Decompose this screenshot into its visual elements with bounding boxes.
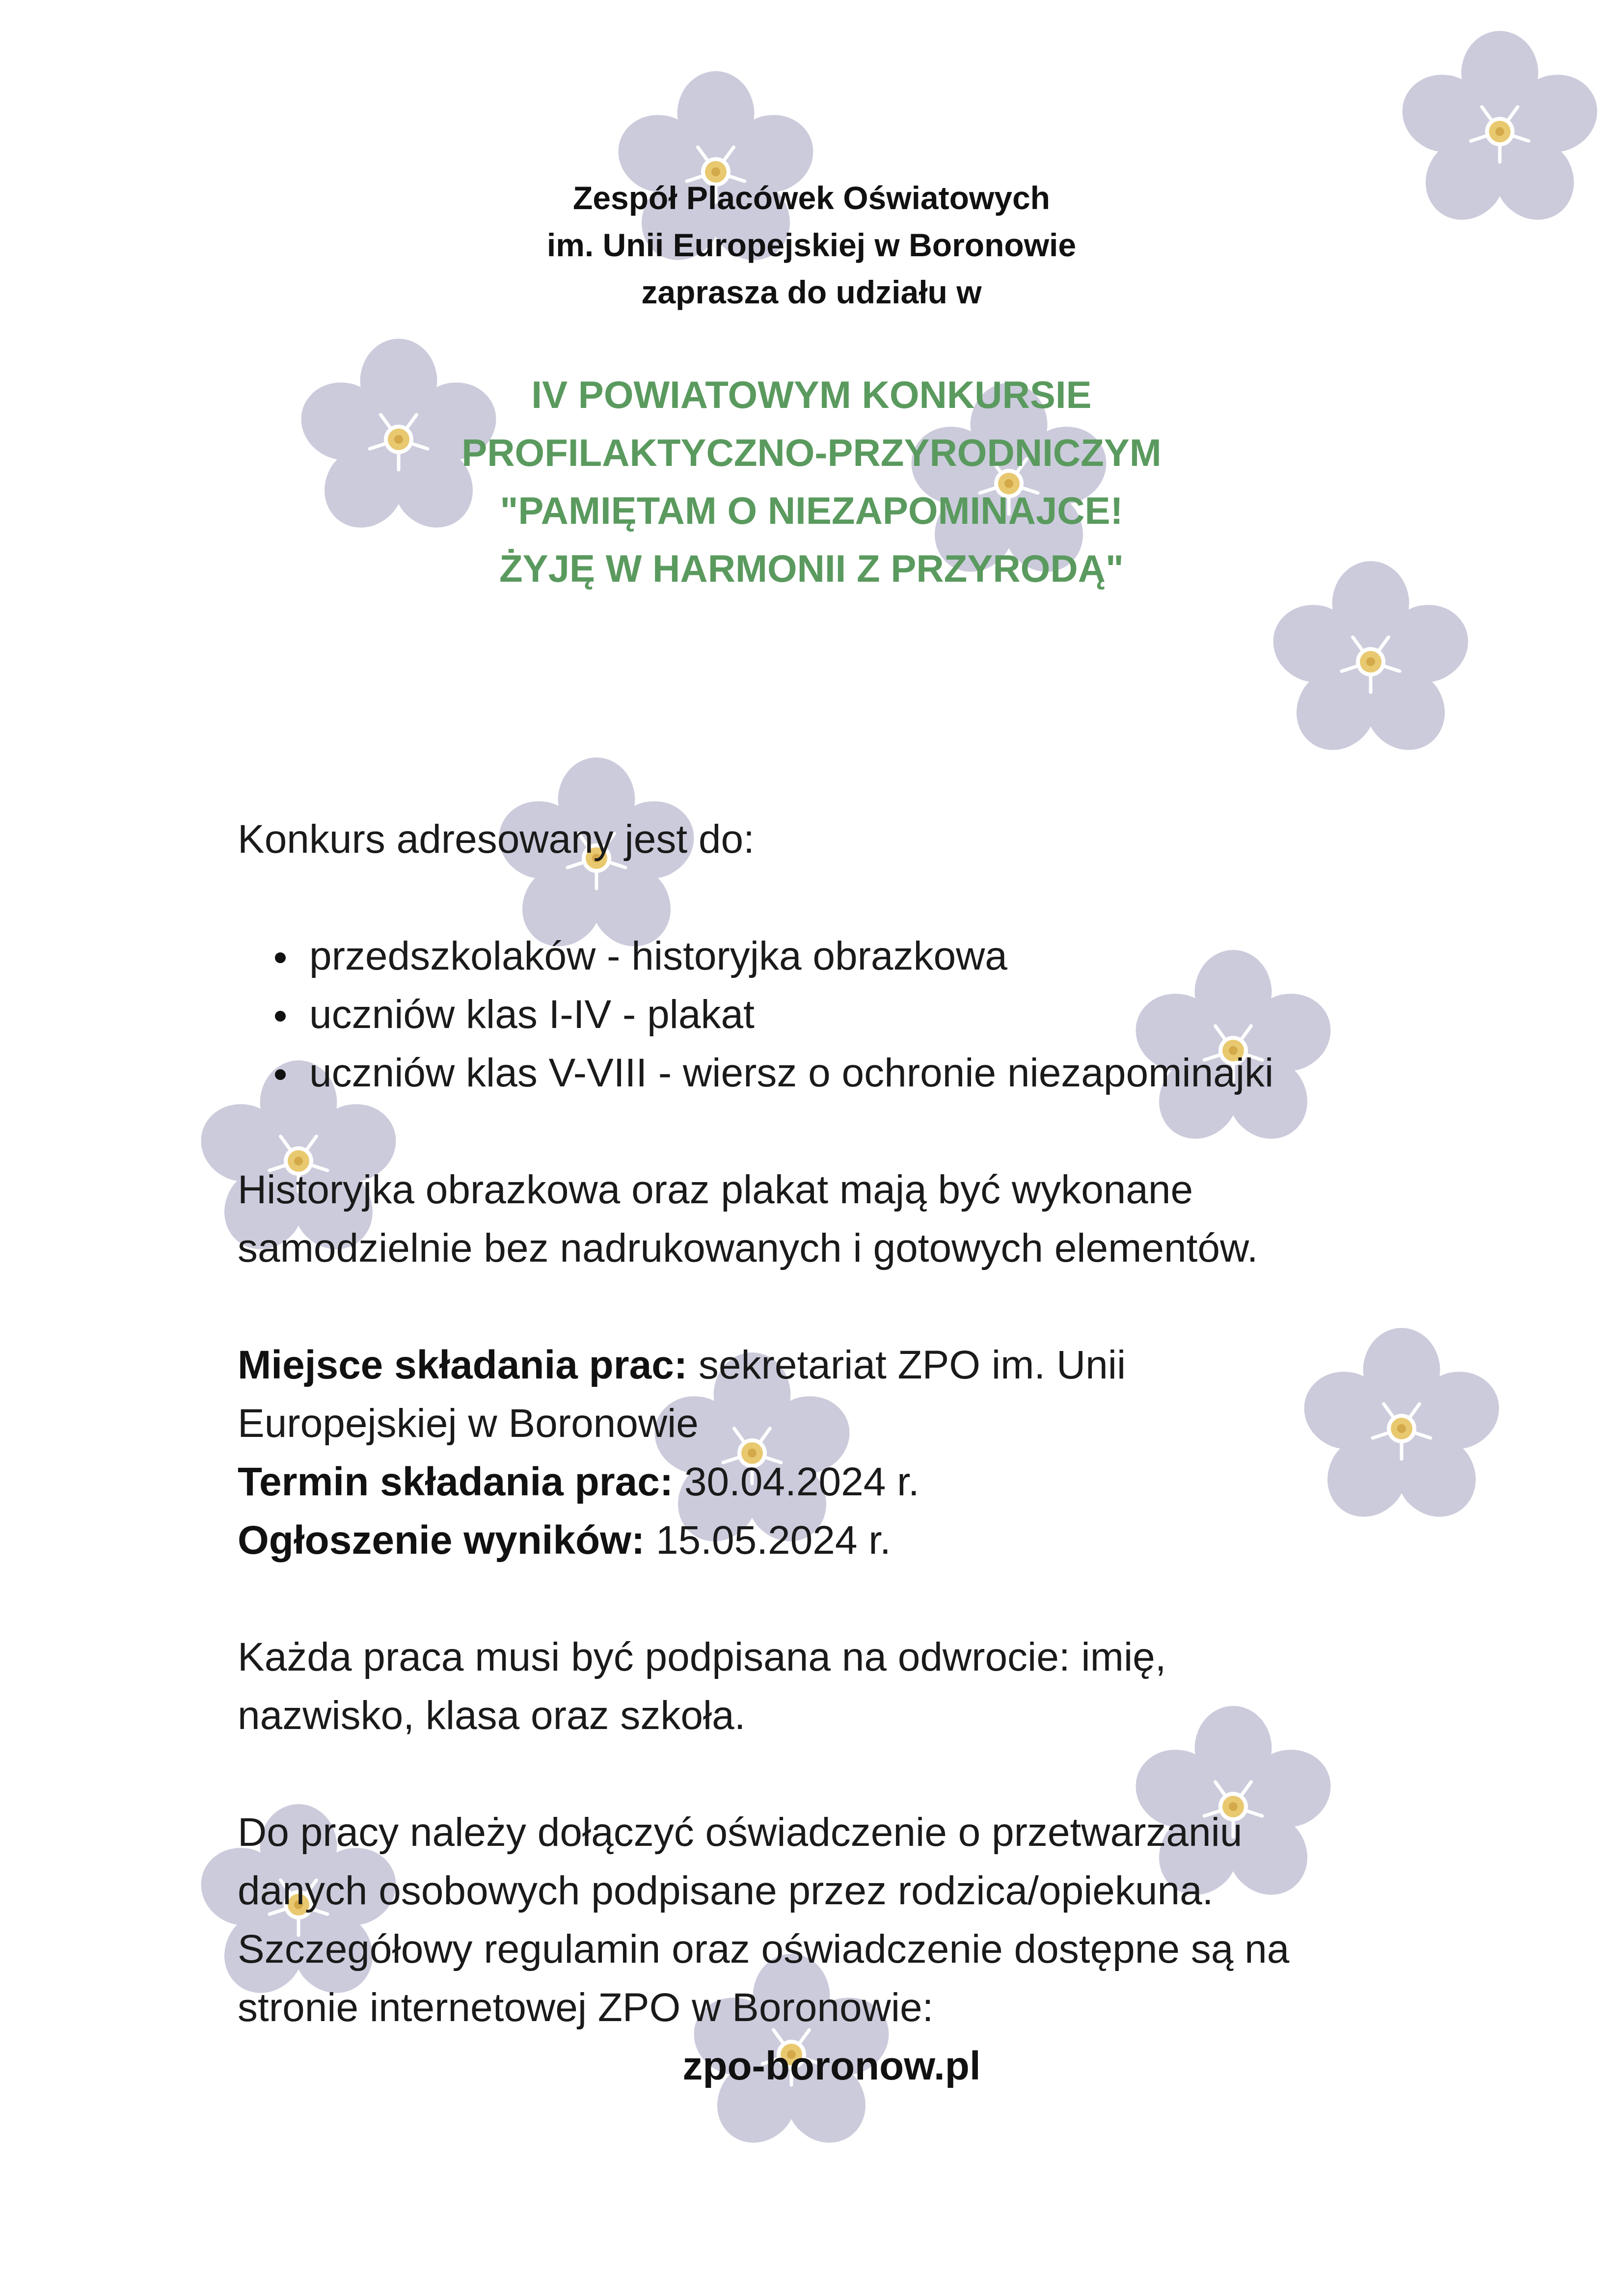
results-value: 15.05.2024 r. <box>645 1518 891 1563</box>
submission-deadline <box>238 1453 1426 1511</box>
results-label: Ogłoszenie wyników: <box>238 1518 645 1563</box>
submission-place-continued: Europejskiej w Boronowie <box>238 1401 699 1446</box>
list-item: uczniów klas I-IV - plakat <box>309 985 1426 1044</box>
contest-title <box>0 366 1623 597</box>
declaration-line-2: danych osobowych podpisane przez rodzica/opiekuna. <box>238 1868 1214 1913</box>
submission-place <box>238 1336 1426 1394</box>
title-line-1: IV POWIATOWYM KONKURSIE <box>531 373 1092 416</box>
declaration-line-3: Szczegółowy regulamin oraz oświadczenie dostępne są na <box>238 1927 1290 1972</box>
results-announcement <box>238 1511 1426 1569</box>
deadline-value: 30.04.2024 r. <box>673 1459 920 1504</box>
organizer-header <box>0 174 1623 316</box>
rules-line-2: samodzielnie bez nadrukowanych i gotowych elementów. <box>238 1226 1258 1270</box>
declaration-line-4: stronie internetowej ZPO w Boronowie: <box>238 1985 934 2030</box>
signature-line-2: nazwisko, klasa oraz szkoła. <box>238 1693 746 1738</box>
audience-list <box>238 927 1426 1102</box>
rules-line-1: Historyjka obrazkowa oraz plakat mają być wykonane <box>238 1167 1193 1212</box>
title-line-3: "PAMIĘTAM O NIEZAPOMINAJCE! <box>500 489 1123 532</box>
submission-place-value: sekretariat ZPO im. Unii <box>687 1343 1126 1387</box>
title-line-4: ŻYJĘ W HARMONII Z PRZYRODĄ" <box>499 547 1124 590</box>
contest-details <box>238 810 1426 2095</box>
list-item: przedszkolaków - historyjka obrazkowa <box>309 927 1426 985</box>
deadline-label: Termin składania prac: <box>238 1459 674 1504</box>
organizer-patron: im. Unii Europejskiej w Boronowie <box>546 227 1077 263</box>
declaration-line-1: Do pracy należy dołączyć oświadczenie o przetwarzaniu <box>238 1810 1243 1855</box>
submission-place-label: Miejsce składania prac: <box>238 1343 688 1387</box>
organizer-name: Zespół Placówek Oświatowych <box>573 180 1050 216</box>
website-link[interactable]: zpo-boronow.pl <box>682 2044 981 2088</box>
invitation-text: zaprasza do udziału w <box>641 274 982 310</box>
list-item: uczniów klas V-VIII - wiersz o ochronie niezapominajki <box>309 1044 1426 1102</box>
title-line-2: PROFILAKTYCZNO-PRZYRODNICZYM <box>461 431 1162 474</box>
signature-line-1: Każda praca musi być podpisana na odwrocie: imię, <box>238 1635 1166 1679</box>
audience-intro: Konkurs adresowany jest do: <box>238 817 755 862</box>
